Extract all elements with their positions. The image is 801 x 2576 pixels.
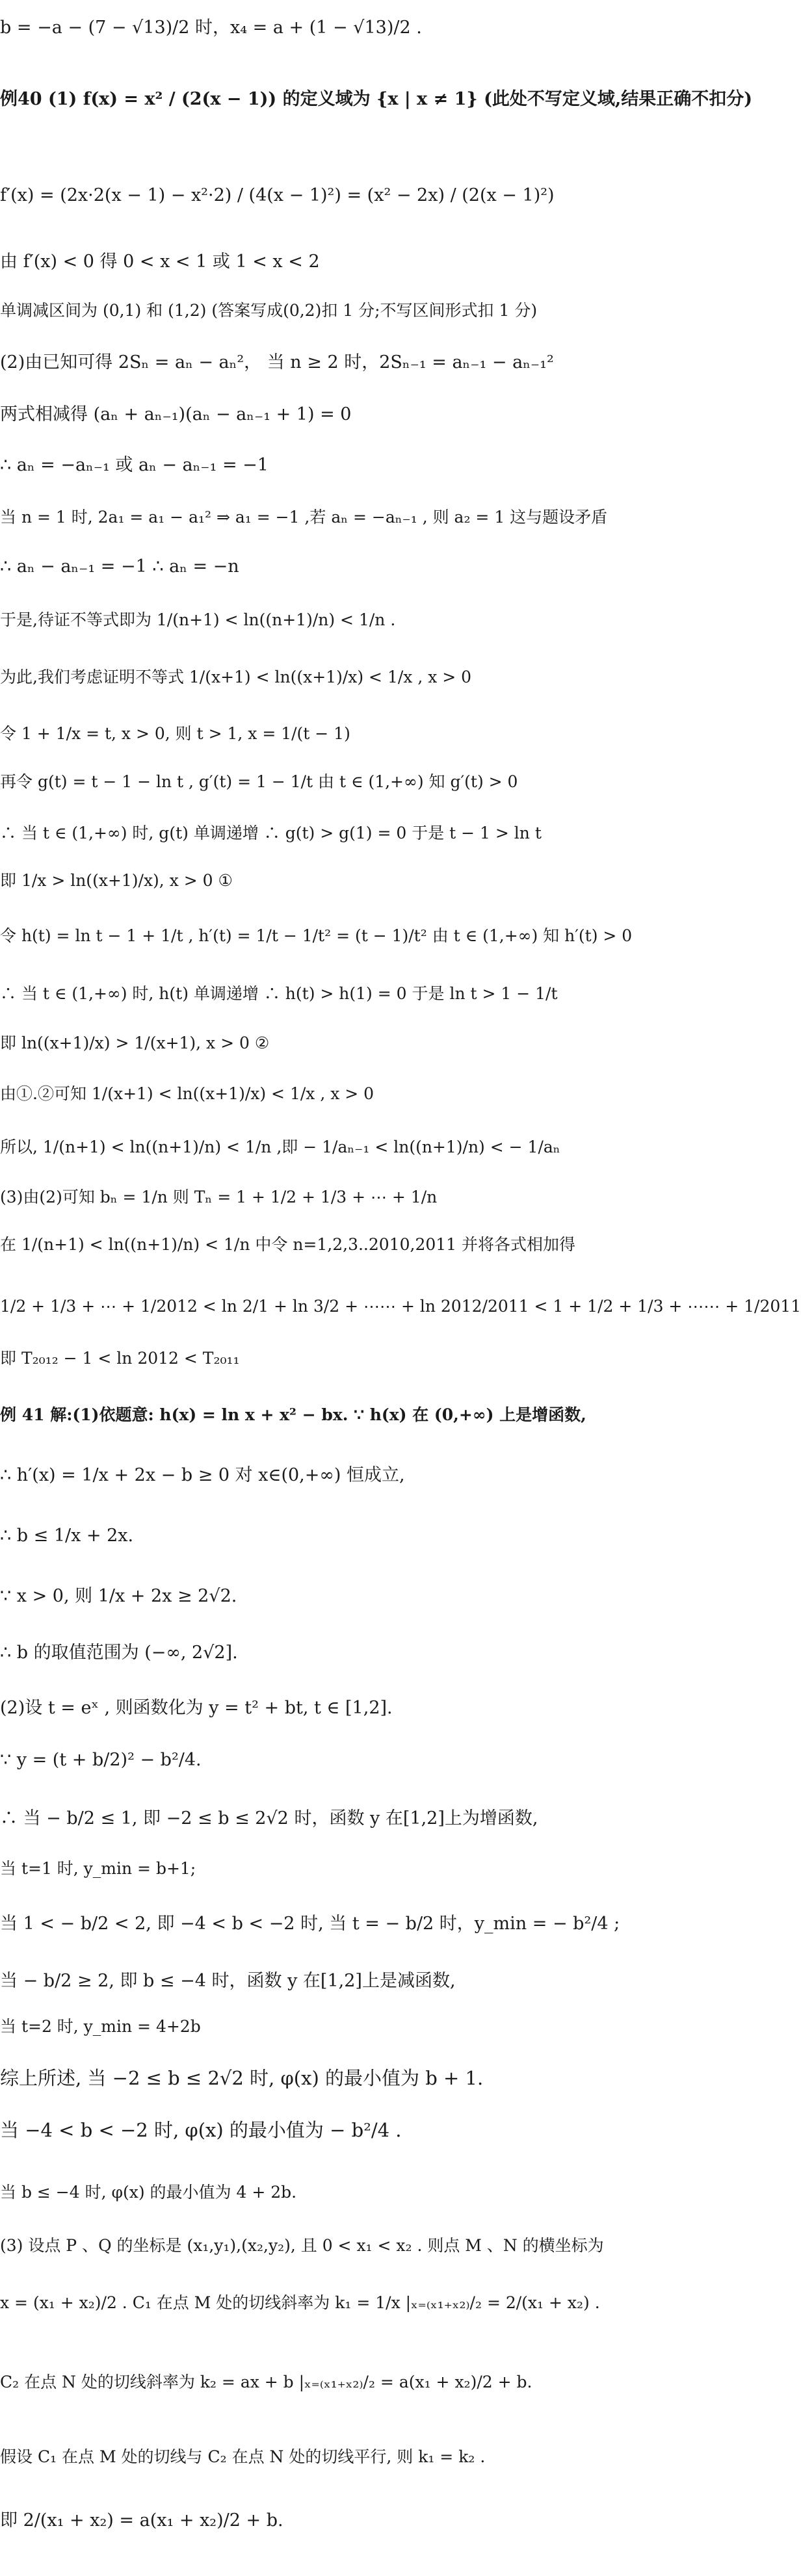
text-line-10: ∴ aₙ − aₙ₋₁ = −1 ∴ aₙ = −n (0, 556, 239, 577)
text-line-32: ∵ y = (t + b/2)² − b²/4. (0, 1750, 202, 1770)
text-line-3: f′(x) = (2x·2(x − 1) − x²·2) / (4(x − 1)²) = (x² − 2x) / (2(x − 1)²) (0, 185, 555, 205)
text-line-29: ∵ x > 0, 则 1/x + 2x ≥ 2√2. (0, 1586, 237, 1606)
text-line-8: ∴ aₙ = −aₙ₋₁ 或 aₙ − aₙ₋₁ = −1 (0, 455, 269, 475)
text-line-25: 即 T₂₀₁₂ − 1 < ln 2012 < T₂₀₁₁ (0, 1349, 240, 1368)
text-line-35: 当 1 < − b/2 < 2, 即 −4 < b < −2 时, 当 t = − b/2 时，y_min = − b²/4 ; (0, 1914, 620, 1934)
text-line-40: 当 b ≤ −4 时, φ(x) 的最小值为 4 + 2b. (0, 2183, 297, 2202)
text-line-6: (2)由已知可得 2Sₙ = aₙ − aₙ²， 当 n ≥ 2 时，2Sₙ₋₁ = aₙ₋₁ − aₙ₋₁² (0, 352, 554, 372)
text-line-44: 假设 C₁ 在点 M 处的切线与 C₂ 在点 N 处的切线平行, 则 k₁ = k₂ . (0, 2447, 486, 2466)
text-line-15: ∴ 当 t ∈ (1,+∞) 时, g(t) 单调递增 ∴ g(t) > g(1) = 0 于是 t − 1 > ln t (0, 824, 542, 842)
text-line-23: 在 1/(n+1) < ln((n+1)/n) < 1/n 中令 n=1,2,3..2010,2011 并将各式相加得 (0, 1235, 576, 1254)
text-line-14: 再令 g(t) = t − 1 − ln t , g′(t) = 1 − 1/t 由 t ∈ (1,+∞) 知 g′(t) > 0 (0, 772, 518, 791)
text-line-2: 例40 (1) f(x) = x² / (2(x − 1)) 的定义域为 {x | x ≠ 1} (此处不写定义域,结果正确不扣分) (0, 89, 753, 109)
text-line-22: (3)由(2)可知 bₙ = 1/n 则 Tₙ = 1 + 1/2 + 1/3 + ⋯ + 1/n (0, 1188, 438, 1206)
text-line-11: 于是,待证不等式即为 1/(n+1) < ln((n+1)/n) < 1/n . (0, 610, 396, 629)
text-line-13: 令 1 + 1/x = t, x > 0, 则 t > 1, x = 1/(t − 1) (0, 724, 350, 743)
text-line-45: 即 2/(x₁ + x₂) = a(x₁ + x₂)/2 + b. (0, 2510, 283, 2530)
text-line-20: 由①.②可知 1/(x+1) < ln((x+1)/x) < 1/x , x > 0 (0, 1084, 374, 1103)
text-line-16: 即 1/x > ln((x+1)/x), x > 0 ① (0, 871, 233, 890)
text-line-19: 即 ln((x+1)/x) > 1/(x+1), x > 0 ② (0, 1034, 270, 1052)
text-line-9: 当 n = 1 时, 2a₁ = a₁ − a₁² ⇒ a₁ = −1 ,若 aₙ = −aₙ₋₁ , 则 a₂ = 1 这与题设矛盾 (0, 508, 608, 527)
text-line-28: ∴ b ≤ 1/x + 2x. (0, 1526, 134, 1546)
text-line-4: 由 f′(x) < 0 得 0 < x < 1 或 1 < x < 2 (0, 252, 320, 272)
text-line-5: 单调减区间为 (0,1) 和 (1,2) (答案写成(0,2)扣 1 分;不写区间形式扣 1 分) (0, 301, 538, 320)
text-line-12: 为此,我们考虑证明不等式 1/(x+1) < ln((x+1)/x) < 1/x , x > 0 (0, 668, 472, 686)
text-line-17: 令 h(t) = ln t − 1 + 1/t , h′(t) = 1/t − 1/t² = (t − 1)/t² 由 t ∈ (1,+∞) 知 h′(t) > 0 (0, 926, 633, 945)
text-line-26: 例 41 解:(1)依题意: h(x) = ln x + x² − bx. ∵ h(x) 在 (0,+∞) 上是增函数, (0, 1405, 586, 1424)
text-line-1: b = −a − (7 − √13)/2 时，x₄ = a + (1 − √13)/2 . (0, 18, 422, 38)
text-line-43: C₂ 在点 N 处的切线斜率为 k₂ = ax + b |ₓ₌₍ₓ₁₊ₓ₂₎/₂ = a(x₁ + x₂)/2 + b. (0, 2373, 532, 2391)
text-line-30: ∴ b 的取值范围为 (−∞, 2√2]. (0, 1643, 238, 1663)
text-line-33: ∴ 当 − b/2 ≤ 1, 即 −2 ≤ b ≤ 2√2 时，函数 y 在[1,2]上为增函数, (0, 1808, 538, 1828)
text-line-18: ∴ 当 t ∈ (1,+∞) 时, h(t) 单调递增 ∴ h(t) > h(1) = 0 于是 ln t > 1 − 1/t (0, 984, 558, 1003)
text-line-27: ∴ h′(x) = 1/x + 2x − b ≥ 0 对 x∈(0,+∞) 恒成立, (0, 1465, 405, 1485)
text-line-7: 两式相减得 (aₙ + aₙ₋₁)(aₙ − aₙ₋₁ + 1) = 0 (0, 404, 352, 424)
text-line-37: 当 t=2 时, y_min = 4+2b (0, 2017, 201, 2036)
text-line-36: 当 − b/2 ≥ 2, 即 b ≤ −4 时，函数 y 在[1,2]上是减函数, (0, 1971, 456, 1991)
text-line-34: 当 t=1 时, y_min = b+1; (0, 1859, 196, 1878)
text-line-21: 所以, 1/(n+1) < ln((n+1)/n) < 1/n ,即 − 1/aₙ₋₁ < ln((n+1)/n) < − 1/aₙ (0, 1138, 560, 1156)
text-line-38: 综上所述, 当 −2 ≤ b ≤ 2√2 时, φ(x) 的最小值为 b + 1. (0, 2067, 484, 2089)
text-line-39: 当 −4 < b < −2 时, φ(x) 的最小值为 − b²/4 . (0, 2119, 402, 2141)
text-line-31: (2)设 t = eˣ , 则函数化为 y = t² + bt, t ∈ [1,2]. (0, 1698, 393, 1718)
text-line-42: x = (x₁ + x₂)/2 . C₁ 在点 M 处的切线斜率为 k₁ = 1/x |ₓ₌₍ₓ₁₊ₓ₂₎/₂ = 2/(x₁ + x₂) . (0, 2293, 600, 2312)
text-line-24: 1/2 + 1/3 + ⋯ + 1/2012 < ln 2/1 + ln 3/2 + ⋯⋯ + ln 2012/2011 < 1 + 1/2 + 1/3 + ⋯⋯ + 1/2011 (0, 1297, 801, 1316)
text-line-41: (3) 设点 P 、Q 的坐标是 (x₁,y₁),(x₂,y₂), 且 0 < x₁ < x₂ . 则点 M 、N 的横坐标为 (0, 2236, 604, 2255)
